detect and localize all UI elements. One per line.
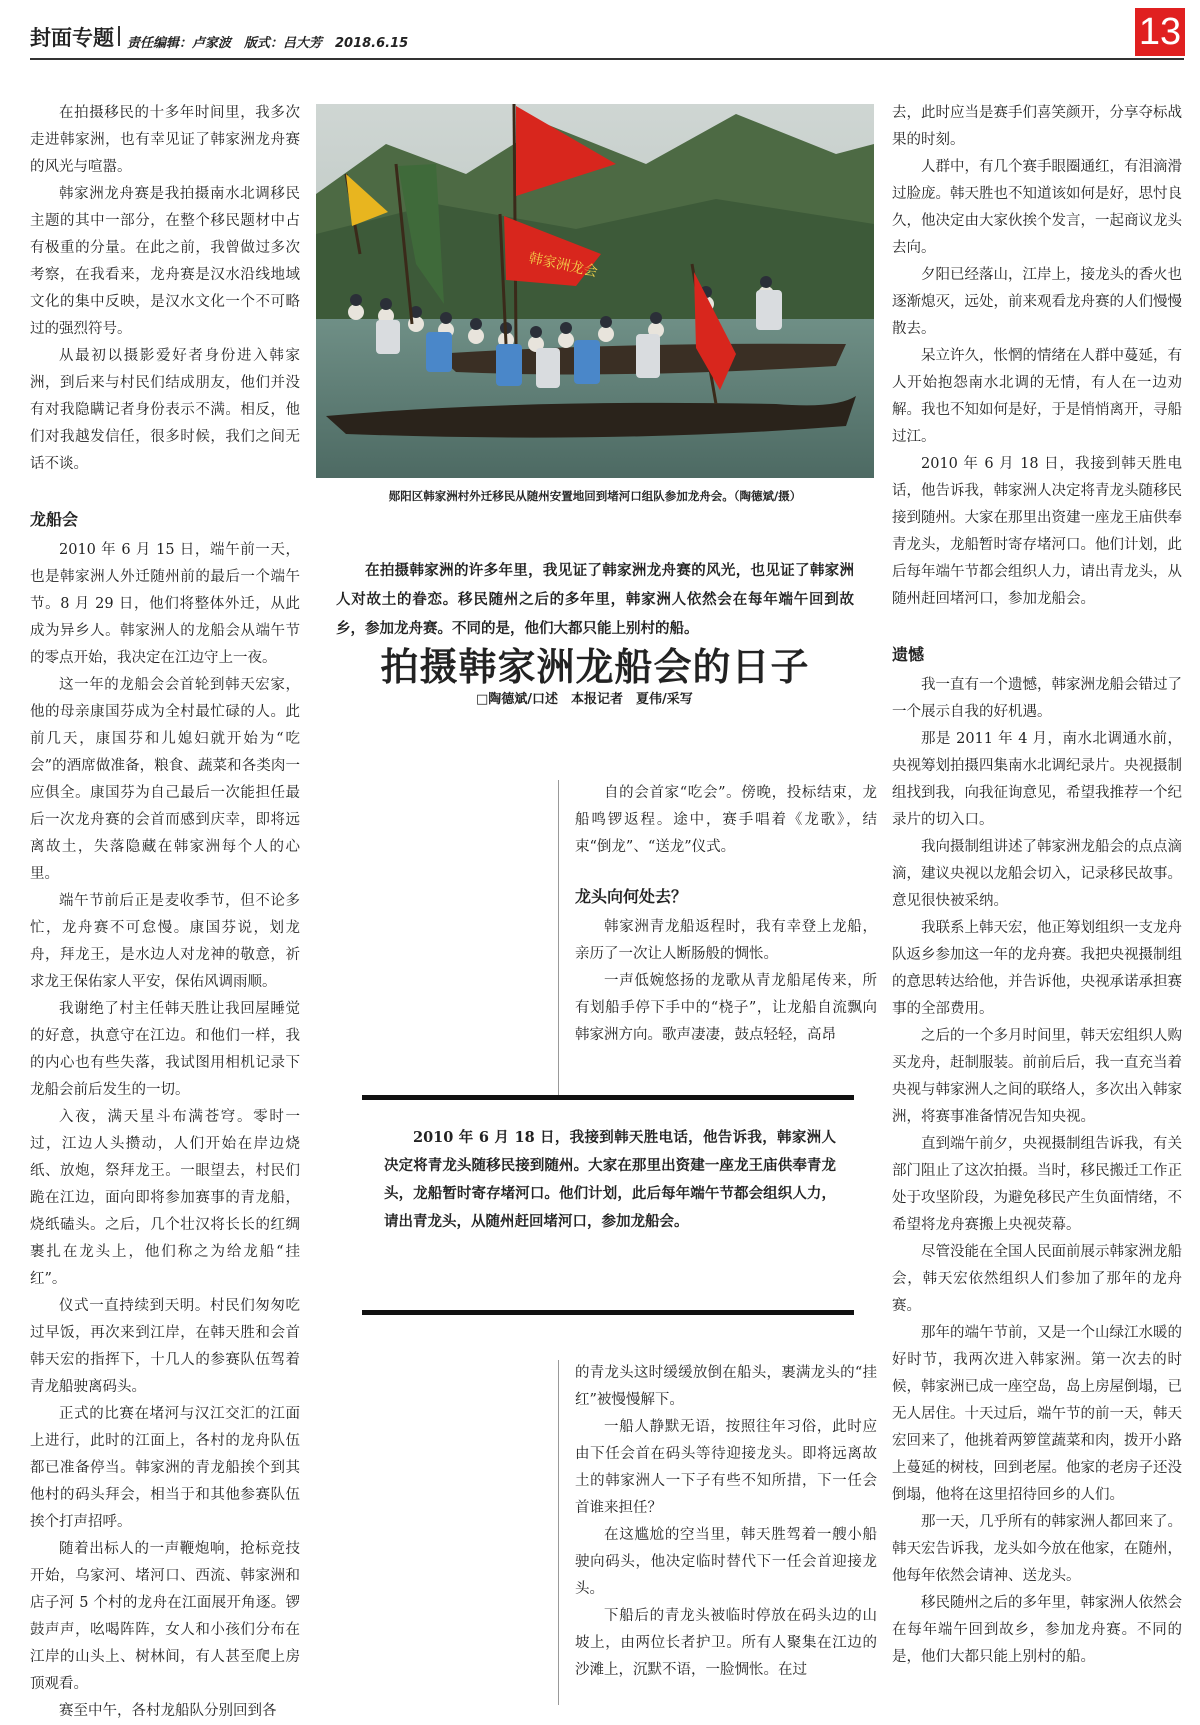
column-1 xyxy=(30,100,300,1719)
paragraph: 仪式一直持续到天明。村民们匆匆吃过早饭，再次来到江岸，在韩天胜和会首韩天宏的指挥下，十几人的参赛队伍驾着青龙船驶离码头。 xyxy=(30,1298,300,1395)
photo-illustration xyxy=(316,104,874,478)
quote-top-rule xyxy=(362,1095,854,1100)
dragon-boat-photo xyxy=(316,104,874,478)
paragraph: 一船人静默无语，按照往年习俗，此时应由下任会首在码头等待迎接龙头。即将远离故土的韩家洲人一下子有些不知所措，下一任会首谁来担任？ xyxy=(575,1419,877,1516)
paragraph: 下船后的青龙头被临时停放在码头边的山坡上，由两位长者护卫。所有人聚集在江边的沙滩上，沉默不语，一脸惆怅。在过 xyxy=(575,1608,877,1678)
flag-text: 韩家洲龙会 xyxy=(527,250,599,281)
paragraph: 夕阳已经落山，江岸上，接龙头的香火也逐渐熄灭，远处，前来观看龙舟赛的人们慢慢散去。 xyxy=(892,267,1182,337)
quote-bottom-rule xyxy=(362,1310,854,1315)
paragraph: 移民随州之后的多年里，韩家洲人依然会在每年端午回到故乡，参加龙舟赛。不同的是，他们大都只能上别村的船。 xyxy=(892,1595,1182,1665)
middle-column-lower xyxy=(558,1360,877,1705)
paragraph: 一声低婉悠扬的龙歌从青龙船尾传来，所有划船手停下手中的“桡子”，让龙船自流飘向韩家洲方向。歌声凄凄，鼓点轻轻，高昂 xyxy=(575,973,877,1043)
paragraph: 呆立许久，怅惘的情绪在人群中蔓延，有人开始抱怨南水北调的无情，有人在一边劝解。我也不知如何是好，于是悄悄离开，寻船过江。 xyxy=(892,348,1182,445)
paragraph: 之后的一个多月时间里，韩天宏组织人购买龙舟，赶制服装。前前后后，我一直充当着央视与韩家洲人之间的联络人，多次出入韩家洲，将赛事准备情况告知央视。 xyxy=(892,1028,1182,1125)
paragraph: 我一直有一个遗憾，韩家洲龙船会错过了一个展示自我的好机遇。 xyxy=(892,677,1182,720)
section-heading-regret: 遗憾 xyxy=(892,645,925,664)
paragraph: 端午节前后正是麦收季节，但不论多忙，龙舟赛不可怠慢。康国芬说，划龙舟，拜龙王，是水边人对龙神的敬意，祈求龙王保佑家人平安，保佑风调雨顺。 xyxy=(30,893,300,990)
paragraph: 韩家洲龙舟赛是我拍摄南水北调移民主题的其中一部分，在整个移民题材中占有极重的分量。在此之前，我曾做过多次考察，在我看来，龙舟赛是汉水沿线地域文化的集中反映，是汉水文化一个不可略过的强烈符号。 xyxy=(30,186,300,337)
editor-info: 责任编辑：卢家波 版式：吕大芳 2018.6.15 xyxy=(127,36,409,51)
paragraph: 随着出标人的一声鞭炮响，抢标竞技开始，乌家河、堵河口、西流、韩家洲和店子河 5 个村的龙舟在江面展开角逐。锣鼓声声，吆喝阵阵，女人和小孩们分布在江岸的山头上、树林间，有人甚至爬上房顶观看。 xyxy=(30,1541,300,1692)
paragraph: 自的会首家“吃会”。傍晚，投标结束，龙船鸣锣返程。途中，赛手唱着《龙歌》，结束“倒龙”、“送龙”仪式。 xyxy=(575,785,877,855)
paragraph: 的青龙头这时缓缓放倒在船头，裹满龙头的“挂红”被慢慢解下。 xyxy=(575,1365,877,1408)
paragraph: 我联系上韩天宏，他正筹划组织一支龙舟队返乡参加这一年的龙舟赛。我把央视摄制组的意思转达给他，并告诉他，央视承诺承担赛事的全部费用。 xyxy=(892,920,1182,1017)
page-number: 13 xyxy=(1135,8,1185,56)
header-divider xyxy=(118,26,120,46)
paragraph: 在这尴尬的空当里，韩天胜驾着一艘小船驶向码头，他决定临时替代下一任会首迎接龙头。 xyxy=(575,1527,877,1597)
paragraph: 直到端午前夕，央视摄制组告诉我，有关部门阻止了这次拍摄。当时，移民搬迁工作正处于攻坚阶段，为避免移民产生负面情绪，不希望将龙舟赛搬上央视荧幕。 xyxy=(892,1136,1182,1233)
paragraph: 在拍摄移民的十多年时间里，我多次走进韩家洲，也有幸见证了韩家洲龙舟赛的风光与喧嚣。 xyxy=(30,105,300,175)
section-heading-dragon-head: 龙头向何处去？ xyxy=(575,887,688,906)
paragraph: 2010 年 6 月 15 日，端午前一天，也是韩家洲人外迁随州前的最后一个端午节。8 月 29 日，他们将整体外迁，从此成为异乡人。韩家洲人的龙船会从端午节的零点开始，我决定在江边守上一夜。 xyxy=(30,542,300,666)
header-rule xyxy=(30,58,1184,60)
pull-quote: 2010 年 6 月 18 日，我接到韩天胜电话，他告诉我，韩家洲人决定将青龙头随移民接到随州。大家在那里出资建一座龙王庙供奉青龙头，龙船暂时寄存堵河口。他们计划，此后每年端午节都会组织人力，请出青龙头，从随州赶回堵河口，参加龙船会。 xyxy=(384,1129,836,1230)
column-4 xyxy=(892,100,1182,1705)
paragraph: 从最初以摄影爱好者身份进入韩家洲，到后来与村民们结成朋友，他们并没有对我隐瞒记者身份表示不满。相反，他们对我越发信任，很多时候，我们之间无话不谈。 xyxy=(30,348,300,472)
paragraph: 那年的端午节前，又是一个山绿江水暖的好时节，我两次进入韩家洲。第一次去的时候，韩家洲已成一座空岛，岛上房屋倒塌，已无人居住。十天过后，端午节的前一天，韩天宏回来了，他挑着两箩筐蔬菜和肉，拨开小路上蔓延的树枝，回到老屋。他家的老房子还没倒塌，他将在这里招待回乡的人们。 xyxy=(892,1325,1182,1503)
photo-caption: 郧阳区韩家洲村外迁移民从随州安置地回到堵河口组队参加龙舟会。（陶德斌/摄） xyxy=(388,489,802,503)
paragraph: 人群中，有几个赛手眼圈通红，有泪滴滑过脸庞。韩天胜也不知道该如何是好，思忖良久，他决定由大家伙挨个发言，一起商议龙头去向。 xyxy=(892,159,1182,256)
paragraph: 那一天，几乎所有的韩家洲人都回来了。韩天宏告诉我，龙头如今放在他家，在随州，他每年依然会请神、送龙头。 xyxy=(892,1514,1182,1584)
paragraph: 赛至中午，各村龙船队分别回到各 xyxy=(59,1703,277,1719)
lead-paragraph: 在拍摄韩家洲的许多年里，我见证了韩家洲龙舟赛的风光，也见证了韩家洲人对故土的眷恋。移民随州之后的多年里，韩家洲人依然会在每年端午回到故乡，参加龙舟赛。不同的是，他们大都只能上别村的船。 xyxy=(336,562,854,637)
paragraph: 韩家洲青龙船返程时，我有幸登上龙船，亲历了一次让人断肠般的惆怅。 xyxy=(575,919,877,962)
paragraph: 那是 2011 年 4 月，南水北调通水前，央视筹划拍摄四集南水北调纪录片。央视摄制组找到我，向我征询意见，希望我推荐一个纪录片的切入口。 xyxy=(892,731,1182,828)
section-title: 封面专题 xyxy=(30,26,114,50)
paragraph: 我向摄制组讲述了韩家洲龙船会的点点滴滴，建议央视以龙船会切入，记录移民故事。意见很快被采纳。 xyxy=(892,839,1182,909)
paragraph: 2010 年 6 月 18 日，我接到韩天胜电话，他告诉我，韩家洲人决定将青龙头随移民接到随州。大家在那里出资建一座龙王庙供奉青龙头，龙船暂时寄存堵河口。他们计划，此后每年端午节都会组织人力，请出青龙头，从随州赶回堵河口，参加龙船会。 xyxy=(892,456,1182,607)
middle-column-upper xyxy=(558,780,877,1100)
section-heading-dragon-boat: 龙船会 xyxy=(30,510,79,529)
paragraph: 这一年的龙船会会首轮到韩天宏家，他的母亲康国芬成为全村最忙碌的人。此前几天，康国芬和儿媳妇就开始为“吃会”的酒席做准备，粮食、蔬菜和各类肉一应俱全。康国芬为自己最后一次能担任最后一次龙舟赛的会首而感到庆幸，即将远离故土，失落隐藏在韩家洲每个人的心里。 xyxy=(30,677,300,882)
paragraph: 尽管没能在全国人民面前展示韩家洲龙船会，韩天宏依然组织人们参加了那年的龙舟赛。 xyxy=(892,1244,1182,1314)
article-title: 拍摄韩家洲龙船会的日子 xyxy=(380,644,810,689)
paragraph: 我谢绝了村主任韩天胜让我回屋睡觉的好意，执意守在江边。和他们一样，我的内心也有些失落，我试图用相机记录下龙船会前后发生的一切。 xyxy=(30,1001,300,1098)
paragraph: 入夜，满天星斗布满苍穹。零时一过，江边人头攒动，人们开始在岸边烧纸、放炮，祭拜龙王。一眼望去，村民们跪在江边，面向即将参加赛事的青龙船，烧纸磕头。之后，几个壮汉将长长的红绸裹扎在龙头上，他们称之为给龙船“挂红”。 xyxy=(30,1109,300,1287)
byline: □陶德斌/口述 本报记者 夏伟/采写 xyxy=(476,692,693,707)
paragraph: 去，此时应当是赛手们喜笑颜开，分享夺标战果的时刻。 xyxy=(892,105,1182,148)
paragraph: 正式的比赛在堵河与汉江交汇的江面上进行，此时的江面上，各村的龙舟队伍都已准备停当。韩家洲的青龙船挨个到其他村的码头拜会，相当于和其他参赛队伍挨个打声招呼。 xyxy=(30,1406,300,1530)
